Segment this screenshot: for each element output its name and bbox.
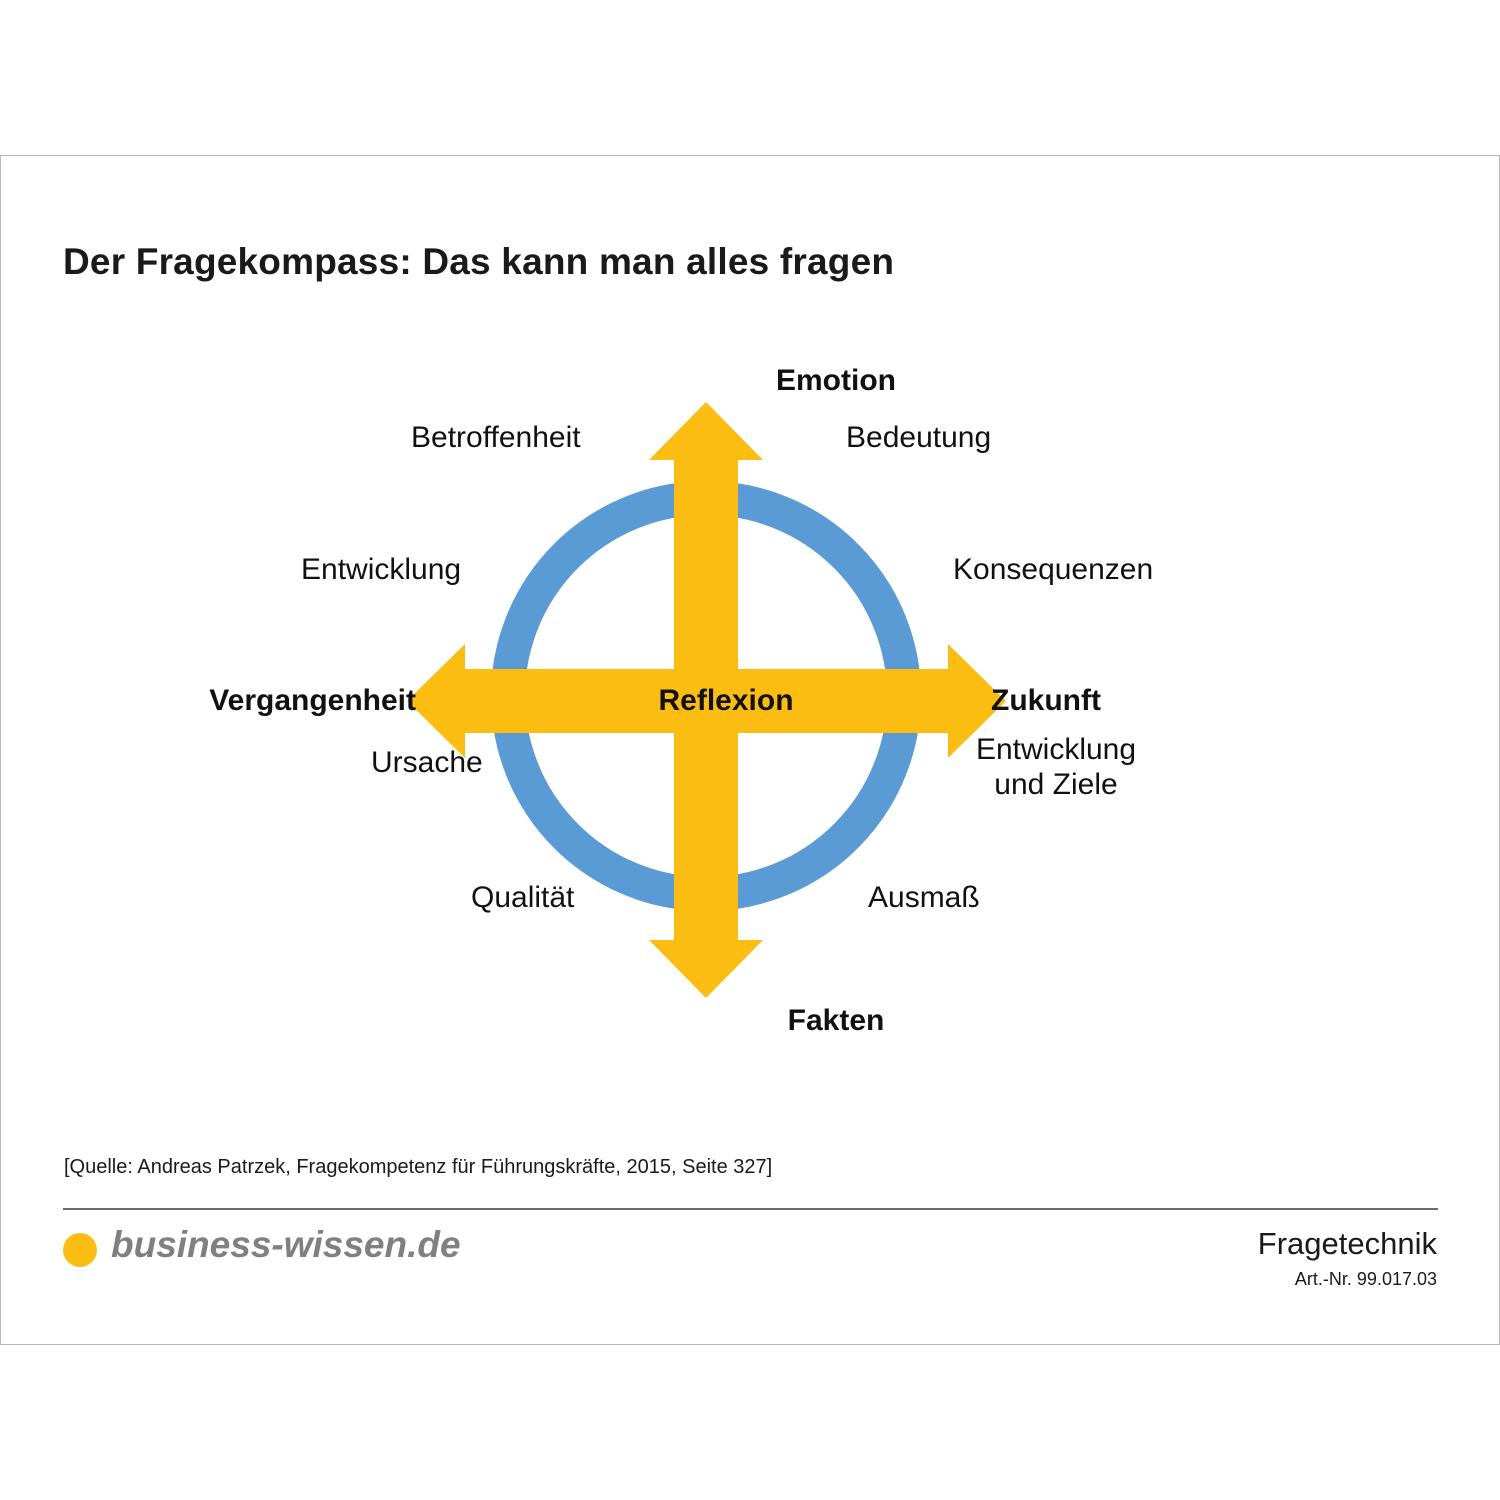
- quadrant-label-east-upper: Konsequenzen: [953, 553, 1154, 586]
- quadrant-label-west-upper: Entwicklung: [301, 553, 462, 586]
- axis-label-west: Vergangenheit: [209, 684, 416, 717]
- source-citation: [Quelle: Andreas Patrzek, Fragekompetenz für Führungskräfte, 2015, Seite 327]: [64, 1156, 773, 1178]
- footer-article-number: Art.-Nr. 99.017.03: [1294, 1269, 1437, 1289]
- quadrant-label-east-lower-line2: und Ziele: [994, 767, 1118, 801]
- logo-text: business-wissen.de: [111, 1224, 461, 1265]
- quadrant-label-east-lower-line1: Entwicklung: [975, 733, 1137, 766]
- footer-divider: [63, 1208, 1438, 1210]
- quadrant-label-east-lower: [961, 733, 1151, 802]
- quadrant-label-north-east: Bedeutung: [846, 421, 992, 454]
- logo-dot-icon: [63, 1233, 97, 1267]
- page-title: Der Fragekompass: Das kann man alles fragen: [63, 241, 895, 282]
- arrow-up-icon: [649, 402, 763, 460]
- arrow-down-icon: [649, 940, 763, 998]
- quadrant-label-west-lower: Ursache: [371, 746, 483, 779]
- quadrant-label-north-west: Betroffenheit: [411, 421, 581, 454]
- quadrant-label-south-east: Ausmaß: [868, 881, 980, 914]
- axis-label-north: Emotion: [776, 364, 896, 397]
- quadrant-label-south-west: Qualität: [471, 881, 575, 914]
- center-label: Reflexion: [658, 684, 794, 717]
- axis-label-south: Fakten: [787, 1004, 885, 1037]
- footer-topic-title: Fragetechnik: [1257, 1226, 1437, 1261]
- fragekompass-diagram: [209, 364, 1154, 1046]
- axis-label-east: Zukunft: [991, 684, 1101, 717]
- slide-canvas: [0, 155, 1500, 1345]
